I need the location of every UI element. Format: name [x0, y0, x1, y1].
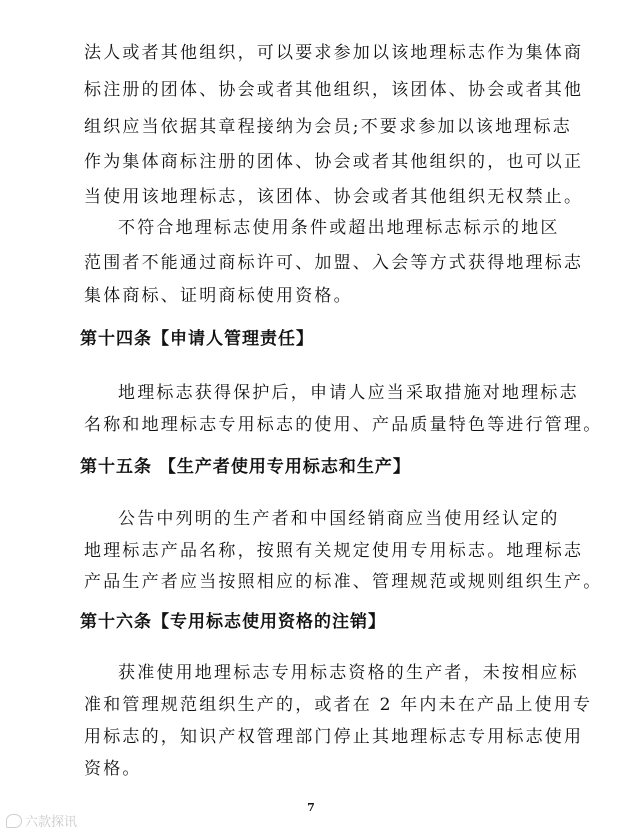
- paragraph-1-line-2: 标注册的团体、协会或者其他组织，该团体、协会或者其他: [84, 80, 584, 100]
- paragraph-4-line-3: 产品生产者应当按照相应的标准、管理规范或规则组织生产。: [84, 572, 603, 592]
- paragraph-3-line-2: 名称和地理标志专用标志的使用、产品质量特色等进行管理。: [84, 415, 603, 435]
- watermark: [6, 811, 77, 830]
- paragraph-3-line-1: 地理标志获得保护后，申请人应当采取措施对地理标志: [118, 383, 579, 403]
- article-14-heading: 第十四条【申请人管理责任】: [80, 329, 314, 349]
- paragraph-4-line-2: 地理标志产品名称，按照有关规定使用专用标志。地理标志: [84, 541, 584, 561]
- paragraph-5-line-1: 获准使用地理标志专用标志资格的生产者，未按相应标: [118, 663, 579, 683]
- paragraph-5-line-2: 准和管理规范组织生产的，或者在 2 年内未在产品上使用专: [84, 695, 593, 715]
- paragraph-2-line-1: 不符合地理标志使用条件或超出地理标志标示的地区: [118, 218, 560, 238]
- article-16-heading: 第十六条【专用标志使用资格的注销】: [80, 612, 386, 632]
- paragraph-1-line-4: 作为集体商标注册的团体、协会或者其他组织的，也可以正: [84, 152, 584, 172]
- paragraph-1-line-3: 组织应当依据其章程接纳为会员;不要求参加以该地理标志: [84, 117, 572, 137]
- paragraph-2-line-3: 集体商标、证明商标使用资格。: [84, 286, 353, 306]
- paragraph-1-line-1: 法人或者其他组织，可以要求参加以该地理标志作为集体商: [84, 43, 584, 63]
- paragraph-5-line-4: 资格。: [84, 759, 142, 779]
- paragraph-2-line-2: 范围者不能通过商标许可、加盟、入会等方式获得地理标志: [84, 253, 584, 273]
- paragraph-5-line-3: 用标志的，知识产权管理部门停止其地理标志专用标志使用: [84, 727, 584, 747]
- page-number: 7: [307, 801, 315, 814]
- article-15-heading: 第十五条 【生产者使用专用标志和生产】: [80, 457, 411, 477]
- watermark-text: 六款探讯: [25, 815, 78, 830]
- paragraph-4-line-1: 公告中列明的生产者和中国经销商应当使用经认定的: [118, 509, 560, 529]
- paragraph-1-line-5: 当使用该地理标志，该团体、协会或者其他组织无权禁止。: [84, 187, 584, 207]
- watermark-logo-icon: [6, 814, 22, 828]
